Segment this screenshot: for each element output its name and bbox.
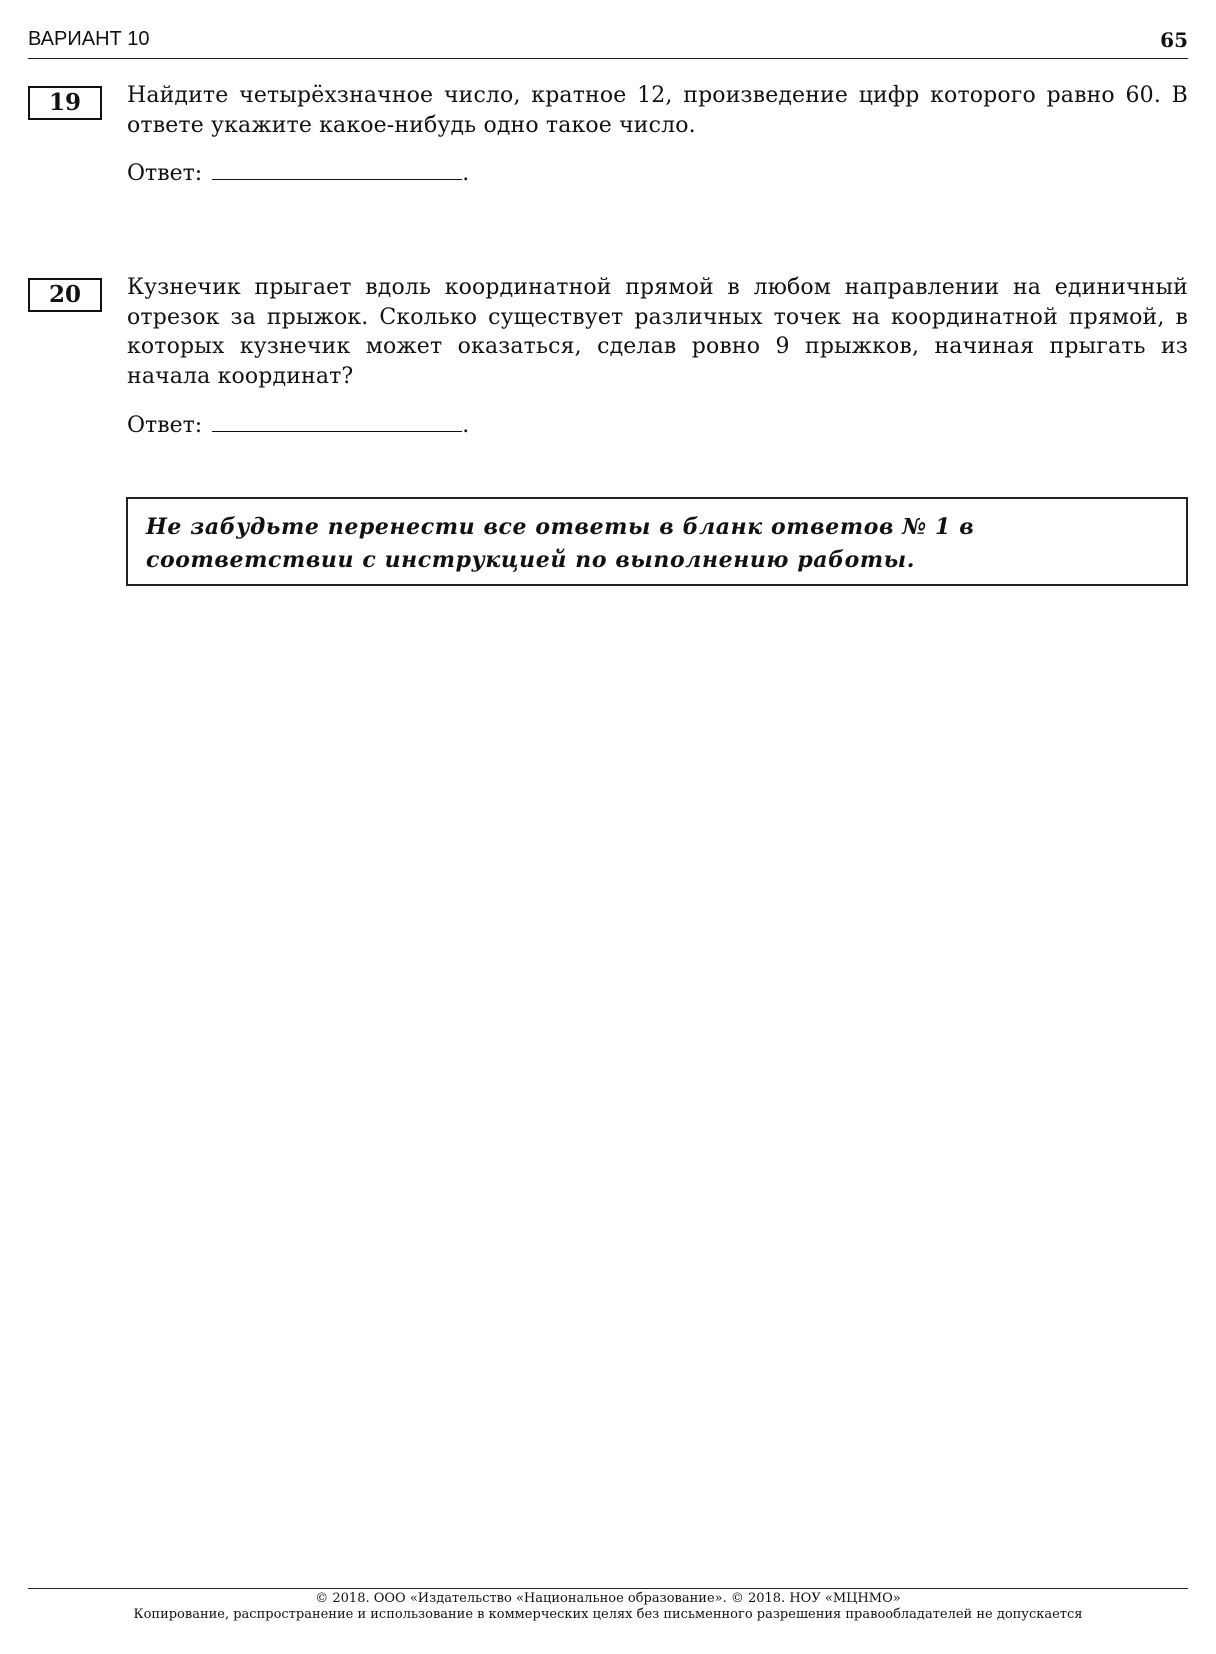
answer-line	[127, 157, 469, 189]
footer-copyright: © 2018. ООО «Издательство «Национальное образование». © 2018. НОУ «МЦНМО»	[315, 1591, 901, 1606]
task-number-box: 20	[28, 278, 102, 312]
answer-field[interactable]	[212, 409, 462, 432]
task-text: Кузнечик прыгает вдоль координатной прямой в любом направлении на единичный отрезок за прыжок. Сколько существует различных точек на координатной прямой, в которых кузнечик может оказаться, сделав ровно 9 прыжков, начиная прыгать из начала координат?	[127, 275, 1188, 389]
answer-period: .	[462, 413, 470, 438]
page-header	[28, 28, 1188, 58]
page-number: 65	[1160, 28, 1188, 52]
answer-line	[127, 409, 469, 441]
footer-divider	[28, 1588, 1188, 1589]
answer-label: Ответ:	[127, 413, 203, 438]
task-number-box: 19	[28, 86, 102, 120]
header-divider	[28, 58, 1188, 59]
reminder-notice: Не забудьте перенести все ответы в бланк ответов № 1 в соответствии с инструкцией по выполнению работы.	[126, 497, 1188, 586]
footer-restriction: Копирование, распространение и использование в коммерческих целях без письменного разрешения правообладателей не допускается	[133, 1607, 1083, 1622]
variant-title: ВАРИАНТ 10	[28, 28, 150, 50]
answer-period: .	[462, 161, 470, 186]
answer-label: Ответ:	[127, 161, 203, 186]
answer-field[interactable]	[212, 157, 462, 180]
task-text: Найдите четырёхзначное число, кратное 12, произведение цифр которого равно 60. В ответе укажите какое-нибудь одно такое число.	[127, 83, 1188, 138]
